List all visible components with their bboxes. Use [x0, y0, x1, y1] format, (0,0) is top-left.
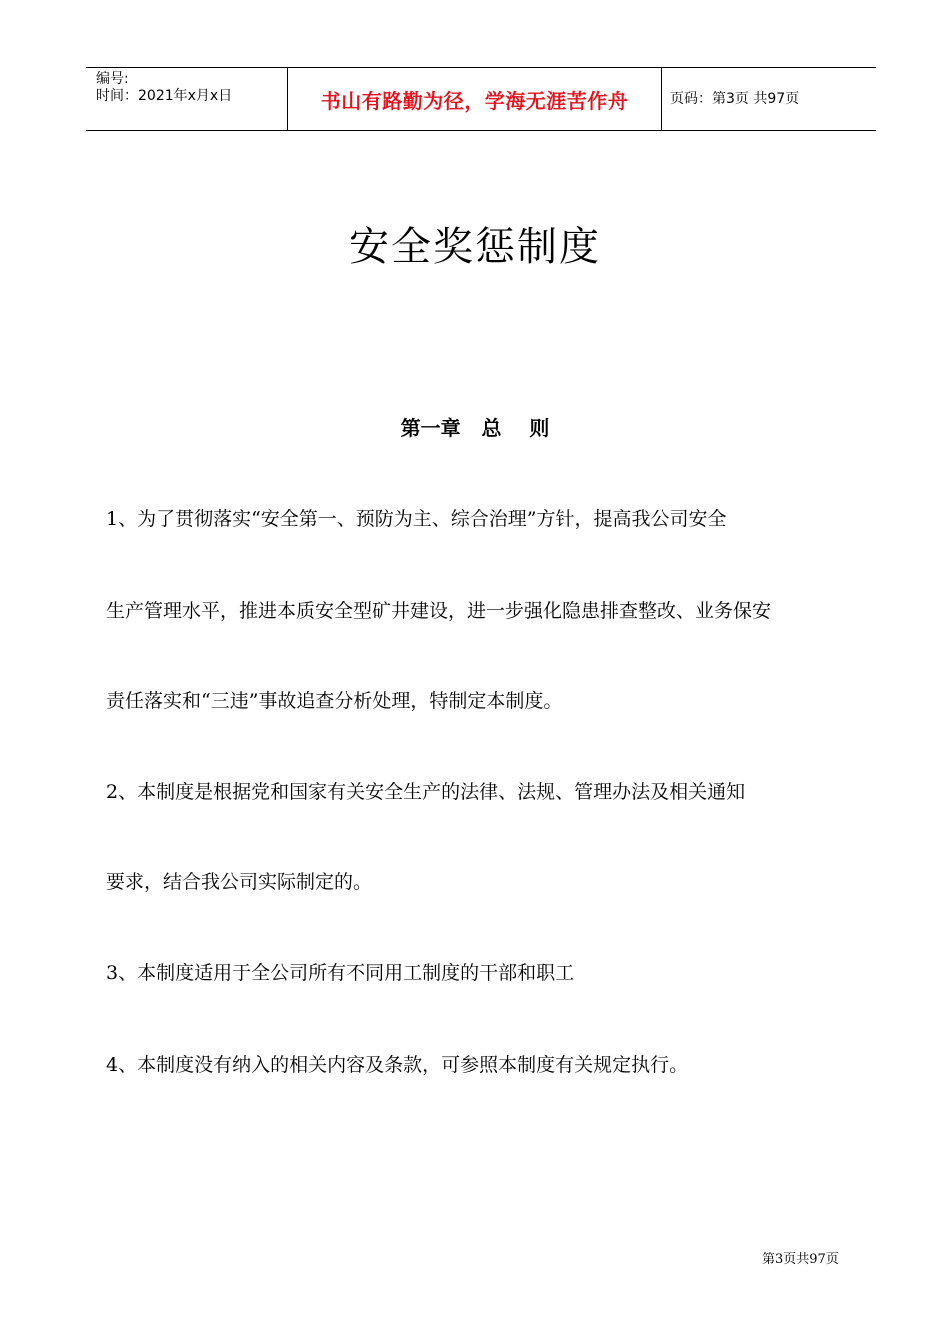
number-label: 编号:: [96, 71, 129, 87]
page-header: [86, 67, 876, 131]
motto-text: 书山有路勤为径，学海无涯苦作舟: [320, 88, 629, 113]
header-page-cell: [662, 68, 876, 130]
paragraph-line: 3、本制度适用于全公司所有不同用工制度的干部和职工: [106, 962, 575, 984]
paragraph-line: 责任落实和“三违”事故追查分析处理，特制定本制度。: [106, 690, 563, 712]
paragraph-line: 1、为了贯彻落实“安全第一、预防为主、综合治理”方针，提高我公司安全: [106, 508, 727, 530]
header-motto-cell: [288, 68, 662, 130]
paragraph-line: 生产管理水平，推进本质安全型矿井建设，进一步强化隐患排查整改、业务保安: [106, 600, 772, 622]
paragraph-line: 2、本制度是根据党和国家有关安全生产的法律、法规、管理办法及相关通知: [106, 781, 746, 803]
chapter-heading: 第一章 总 则: [400, 416, 550, 440]
paragraph-line: 4、本制度没有纳入的相关内容及条款，可参照本制度有关规定执行。: [106, 1054, 689, 1076]
header-page-info: 页码：第3页 共97页: [670, 90, 800, 107]
paragraph-line: 要求，结合我公司实际制定的。: [106, 871, 373, 893]
time-label: 时间：2021年x月x日: [96, 88, 233, 104]
page-footer: 第3页共97页: [762, 1252, 839, 1267]
document-title: 安全奖惩制度: [349, 224, 601, 270]
header-meta-cell: [86, 68, 288, 130]
